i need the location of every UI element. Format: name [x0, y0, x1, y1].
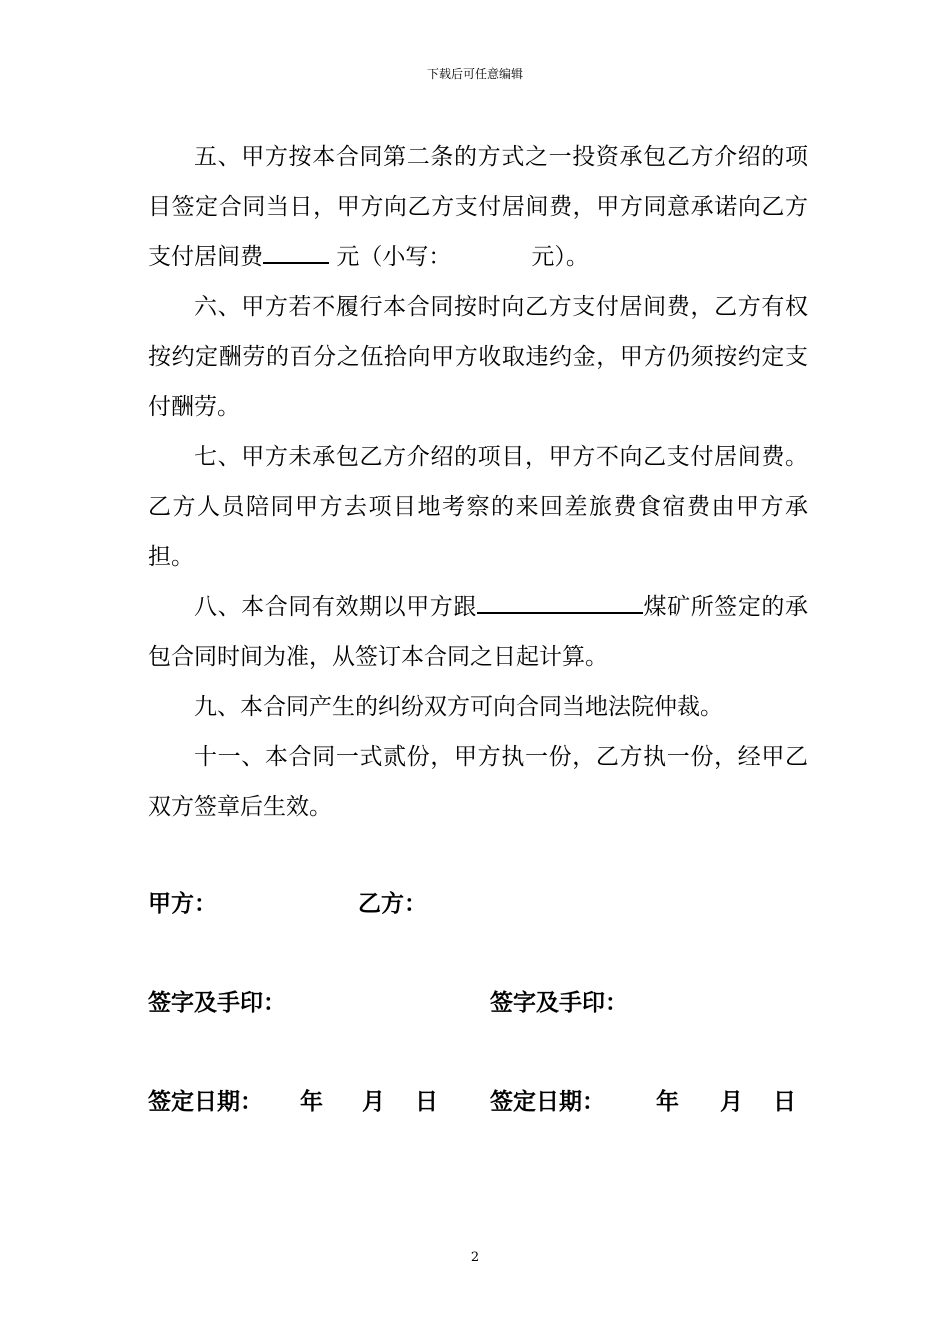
party-b-label: 乙方： — [358, 891, 427, 917]
clause-5-text-c: 元）。 — [531, 244, 589, 270]
clause-5-text: 五、甲方按本合同第二条的方式之一投资承包乙方介绍的项目签定合同当日，甲方向乙方支付居间费，甲方同意承诺向乙方支付居间费 — [148, 144, 808, 270]
page-number: 2 — [470, 1250, 480, 1265]
clause-5-text-b: 元（小写： — [336, 244, 452, 270]
header-note: 下载后可任意编辑 — [426, 67, 523, 81]
clause-8 — [148, 582, 808, 682]
clause-8-text: 八、本合同有效期以甲方跟 — [194, 594, 477, 620]
clause-5 — [148, 132, 808, 282]
party-b-month: 月 — [720, 1089, 743, 1115]
coal-mine-name-blank — [477, 586, 643, 614]
fee-amount-blank — [263, 236, 329, 264]
party-a-month: 月 — [362, 1089, 385, 1115]
party-b-day: 日 — [773, 1089, 796, 1115]
party-b-signature-label: 签字及手印： — [490, 990, 628, 1016]
party-a-date-label: 签定日期： — [148, 1089, 263, 1115]
party-a-day: 日 — [415, 1089, 438, 1115]
party-b-year: 年 — [656, 1089, 679, 1115]
clause-11: 十一、本合同一式贰份，甲方执一份，乙方执一份，经甲乙双方签章后生效。 — [148, 744, 808, 820]
party-a-signature-label: 签字及手印： — [148, 990, 286, 1016]
party-b-date-label: 签定日期： — [490, 1089, 605, 1115]
clause-8-text-b: 煤矿所签定的承包合同时间为准，从签订本合同之日起计算。 — [148, 594, 809, 670]
clause-9: 九、本合同产生的纠纷双方可向合同当地法院仲裁。 — [194, 694, 723, 720]
party-a-label: 甲方： — [148, 891, 217, 917]
party-a-year: 年 — [300, 1089, 323, 1115]
clause-6: 六、甲方若不履行本合同按时向乙方支付居间费，乙方有权按约定酬劳的百分之伍拾向甲方收取违约金，甲方仍须按约定支付酬劳。 — [148, 294, 808, 420]
contract-body — [148, 132, 808, 832]
clause-7: 七、甲方未承包乙方介绍的项目，甲方不向乙支付居间费。乙方人员陪同甲方去项目地考察的来回差旅费食宿费由甲方承担。 — [148, 444, 808, 570]
